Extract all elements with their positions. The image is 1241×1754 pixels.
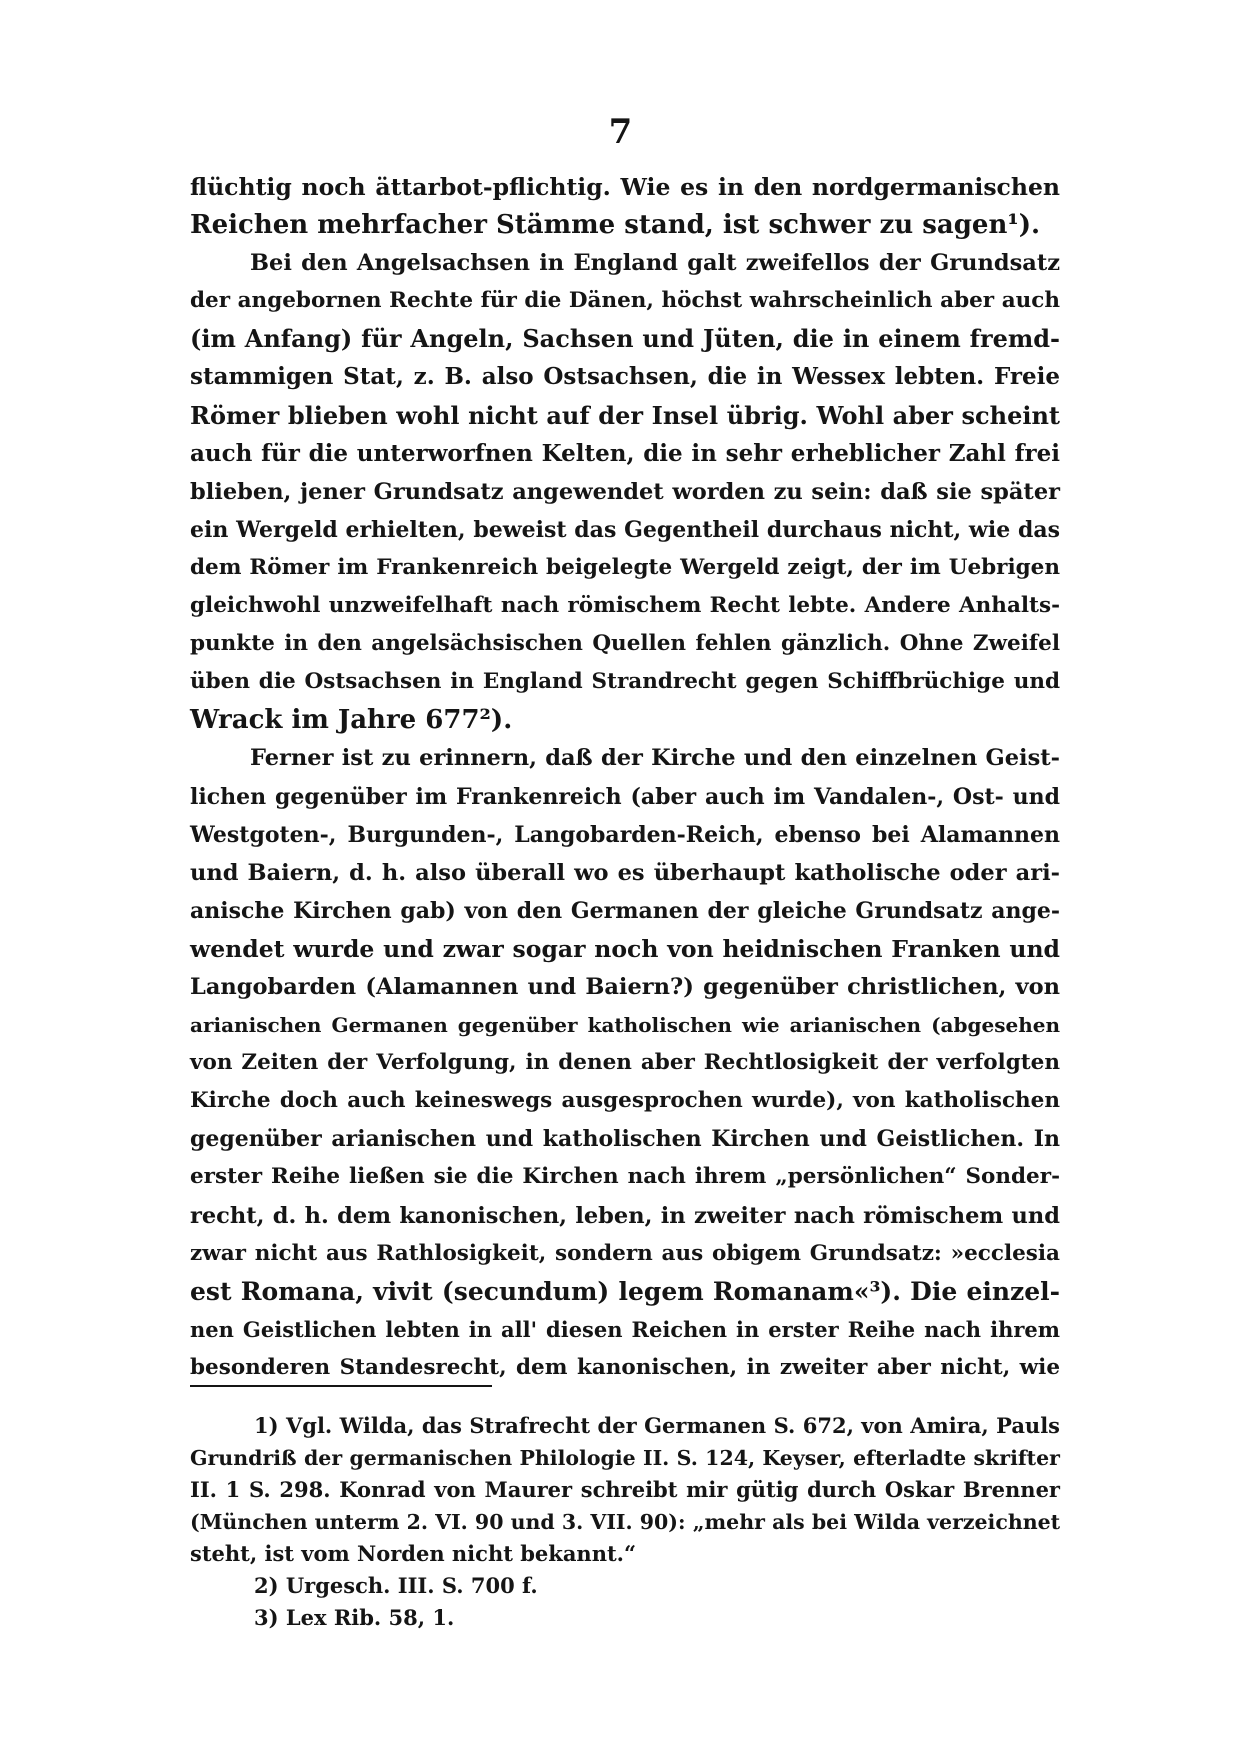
text-line: (im Anfang) für Angeln, Sachsen und Jüten, die in einem fremd- bbox=[190, 324, 1060, 354]
text-line: dem Römer im Frankenreich beigelegte Wergeld zeigt, der im Uebrigen bbox=[190, 554, 1060, 580]
text-line: Ferner ist zu erinnern, daß der Kirche und den einzelnen Geist- bbox=[250, 745, 1060, 772]
text-line: Kirche doch auch keineswegs ausgesprochen wurde), von katholischen bbox=[190, 1088, 1060, 1114]
footnote-line: 3) Lex Rib. 58, 1. bbox=[254, 1605, 455, 1630]
text-line: nen Geistlichen lebten in all' diesen Reichen in erster Reihe nach ihrem bbox=[190, 1316, 1060, 1342]
footnote-line: Grundriß der germanischen Philologie II. S. 124, Keyser, efterladte skrifter bbox=[190, 1446, 1060, 1470]
text-line: Reichen mehrfacher Stämme stand, ist schwer zu sagen¹). bbox=[190, 210, 1041, 241]
text-line: Römer blieben wohl nicht auf der Insel übrig. Wohl aber scheint bbox=[190, 400, 1060, 430]
text-line: flüchtig noch ättarbot-pflichtig. Wie es in den nordgermanischen bbox=[190, 173, 1060, 201]
text-line: der angebornen Rechte für die Dänen, höchst wahrscheinlich aber auch bbox=[190, 288, 1060, 314]
footnote-line: steht, ist vom Norden nicht bekannt.“ bbox=[190, 1541, 637, 1566]
footnote-line: II. 1 S. 298. Konrad von Maurer schreibt mir gütig durch Oskar Brenner bbox=[190, 1477, 1060, 1502]
text-line: anische Kirchen gab) von den Germanen der gleiche Grundsatz ange- bbox=[190, 897, 1060, 924]
text-line: est Romana, vivit (secundum) legem Romanam«³). Die einzel- bbox=[190, 1276, 1060, 1306]
text-line: wendet wurde und zwar sogar noch von heidnischen Franken und bbox=[190, 934, 1060, 963]
footnotes bbox=[190, 1410, 1060, 1634]
footnote-divider bbox=[190, 1385, 492, 1387]
text-line: gegenüber arianischen und katholischen Kirchen und Geistlichen. In bbox=[190, 1126, 1060, 1153]
text-line: arianischen Germanen gegenüber katholischen wie arianischen (abgesehen bbox=[190, 1013, 1060, 1038]
text-line: Westgoten-, Burgunden-, Langobarden-Reich, ebenso bei Alamannen bbox=[190, 821, 1060, 848]
text-line: von Zeiten der Verfolgung, in denen aber Rechtlosigkeit der verfolgten bbox=[190, 1050, 1060, 1076]
footnote-line: 1) Vgl. Wilda, das Strafrecht der Germanen S. 672, von Amira, Pauls bbox=[254, 1413, 1060, 1438]
text-line: zwar nicht aus Rathlosigkeit, sondern aus obigem Grundsatz: »ecclesia bbox=[190, 1240, 1060, 1266]
text-line: lichen gegenüber im Frankenreich (aber auch im Vandalen-, Ost- und bbox=[190, 783, 1060, 810]
text-line: üben die Ostsachsen in England Strandrecht gegen Schiffbrüchige und bbox=[190, 669, 1060, 695]
text-line: blieben, jener Grundsatz angewendet worden zu sein: daß sie später bbox=[190, 478, 1060, 505]
text-line: stammigen Stat, z. B. also Ostsachsen, die in Wessex lebten. Freie bbox=[190, 363, 1060, 391]
page-number: 7 bbox=[608, 112, 633, 152]
footnote-line: 2) Urgesch. III. S. 700 f. bbox=[254, 1573, 538, 1598]
text-line: Langobarden (Alamannen und Baiern?) gegenüber christlichen, von bbox=[190, 973, 1060, 1000]
text-line: erster Reihe ließen sie die Kirchen nach ihrem „persönlichen“ Sonder- bbox=[190, 1164, 1060, 1190]
text-line: und Baiern, d. h. also überall wo es überhaupt katholische oder ari- bbox=[190, 859, 1060, 886]
text-line: auch für die unterworfnen Kelten, die in sehr erheblicher Zahl frei bbox=[190, 439, 1060, 467]
text-line: Wrack im Jahre 677²). bbox=[190, 705, 513, 736]
text-line: gleichwohl unzweifelhaft nach römischem Recht lebte. Andere Anhalts- bbox=[190, 593, 1060, 619]
text-line: punkte in den angelsächsischen Quellen fehlen gänzlich. Ohne Zweifel bbox=[190, 631, 1060, 657]
text-line: ein Wergeld erhielten, beweist das Gegentheil durchaus nicht, wie das bbox=[190, 516, 1060, 543]
text-line: Bei den Angelsachsen in England galt zweifellos der Grundsatz bbox=[250, 250, 1060, 277]
body-text bbox=[190, 168, 1060, 1387]
text-line: recht, d. h. dem kanonischen, leben, in zweiter nach römischem und bbox=[190, 1202, 1060, 1229]
footnote-line: (München unterm 2. VI. 90 und 3. VII. 90): „mehr als bei Wilda verzeichnet bbox=[190, 1510, 1061, 1534]
text-line: besonderen Standesrecht, dem kanonischen, in zweiter aber nicht, wie bbox=[190, 1354, 1060, 1380]
